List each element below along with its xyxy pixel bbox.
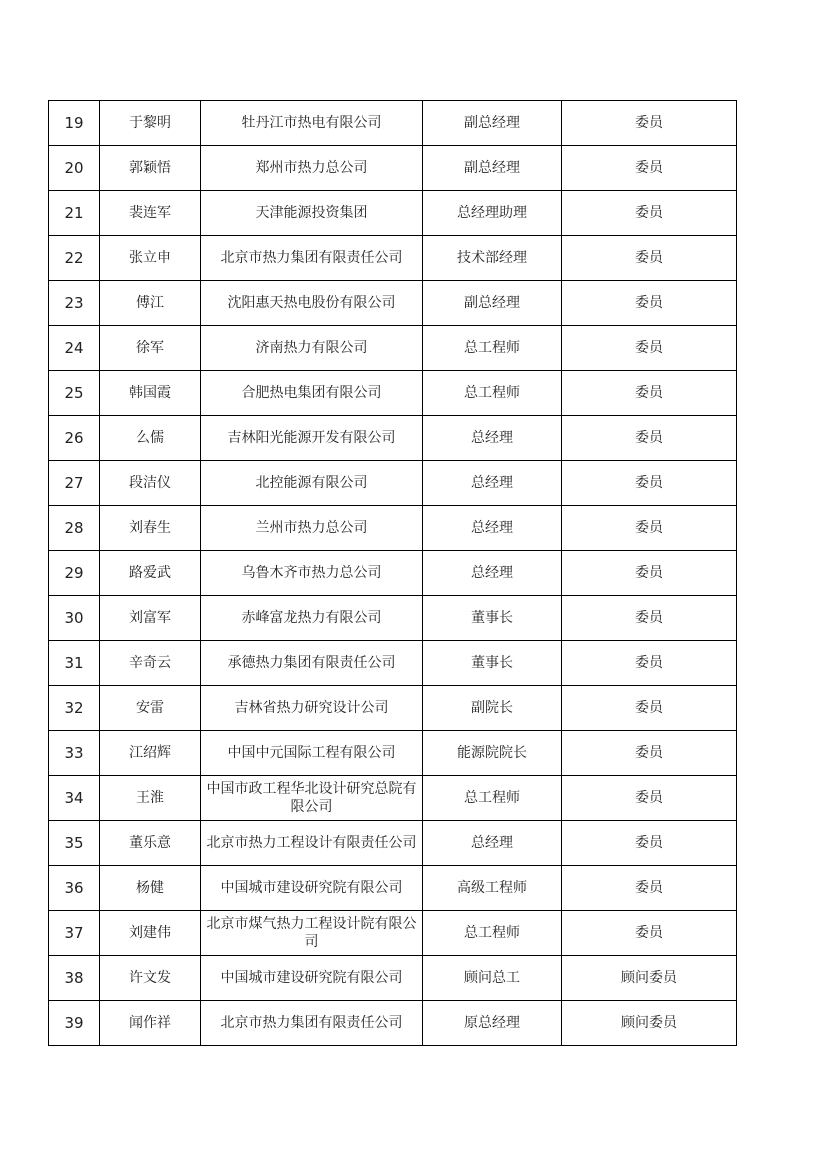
row-number: 37 — [49, 911, 100, 956]
member-position: 能源院院长 — [423, 731, 562, 776]
member-name: 刘富军 — [100, 596, 201, 641]
committee-role: 顾问委员 — [562, 1001, 737, 1046]
row-number: 36 — [49, 866, 100, 911]
member-name: 徐军 — [100, 326, 201, 371]
row-number: 39 — [49, 1001, 100, 1046]
member-organization: 合肥热电集团有限公司 — [201, 371, 423, 416]
table-row — [49, 461, 737, 506]
committee-role: 委员 — [562, 821, 737, 866]
member-name: 刘春生 — [100, 506, 201, 551]
member-position: 总工程师 — [423, 326, 562, 371]
member-position: 副总经理 — [423, 281, 562, 326]
member-position: 总经理助理 — [423, 191, 562, 236]
member-organization: 中国中元国际工程有限公司 — [201, 731, 423, 776]
table-row — [49, 866, 737, 911]
committee-role: 委员 — [562, 776, 737, 821]
committee-role: 委员 — [562, 371, 737, 416]
table-row — [49, 281, 737, 326]
member-organization: 北京市热力工程设计有限责任公司 — [201, 821, 423, 866]
table-row — [49, 731, 737, 776]
member-position: 顾问总工 — [423, 956, 562, 1001]
table-row — [49, 686, 737, 731]
member-organization: 沈阳惠天热电股份有限公司 — [201, 281, 423, 326]
committee-role: 委员 — [562, 686, 737, 731]
member-organization: 吉林省热力研究设计公司 — [201, 686, 423, 731]
member-table — [48, 100, 737, 1046]
member-name: 王淮 — [100, 776, 201, 821]
committee-role: 委员 — [562, 506, 737, 551]
member-organization: 中国城市建设研究院有限公司 — [201, 956, 423, 1001]
member-name: 辛奇云 — [100, 641, 201, 686]
committee-role: 委员 — [562, 101, 737, 146]
table-row — [49, 551, 737, 596]
committee-role: 委员 — [562, 866, 737, 911]
table-row — [49, 821, 737, 866]
member-name: 许文发 — [100, 956, 201, 1001]
member-position: 总经理 — [423, 416, 562, 461]
member-name: 于黎明 — [100, 101, 201, 146]
row-number: 24 — [49, 326, 100, 371]
table-row — [49, 596, 737, 641]
member-position: 总经理 — [423, 506, 562, 551]
member-position: 高级工程师 — [423, 866, 562, 911]
member-organization: 北京市热力集团有限责任公司 — [201, 236, 423, 281]
member-position: 董事长 — [423, 596, 562, 641]
member-position: 总工程师 — [423, 911, 562, 956]
member-organization: 北京市煤气热力工程设计院有限公司 — [201, 911, 423, 956]
committee-role: 委员 — [562, 146, 737, 191]
table-row — [49, 371, 737, 416]
committee-role: 顾问委员 — [562, 956, 737, 1001]
member-position: 副院长 — [423, 686, 562, 731]
member-name: 刘建伟 — [100, 911, 201, 956]
member-organization: 天津能源投资集团 — [201, 191, 423, 236]
committee-role: 委员 — [562, 551, 737, 596]
table-row — [49, 641, 737, 686]
row-number: 28 — [49, 506, 100, 551]
member-name: 么儒 — [100, 416, 201, 461]
member-organization: 中国市政工程华北设计研究总院有限公司 — [201, 776, 423, 821]
row-number: 29 — [49, 551, 100, 596]
committee-role: 委员 — [562, 911, 737, 956]
member-organization: 赤峰富龙热力有限公司 — [201, 596, 423, 641]
member-name: 董乐意 — [100, 821, 201, 866]
table-row — [49, 506, 737, 551]
member-table-body — [49, 101, 737, 1046]
member-organization: 济南热力有限公司 — [201, 326, 423, 371]
member-organization: 北控能源有限公司 — [201, 461, 423, 506]
member-name: 闻作祥 — [100, 1001, 201, 1046]
row-number: 19 — [49, 101, 100, 146]
row-number: 38 — [49, 956, 100, 1001]
committee-role: 委员 — [562, 281, 737, 326]
committee-role: 委员 — [562, 191, 737, 236]
member-position: 副总经理 — [423, 146, 562, 191]
committee-role: 委员 — [562, 416, 737, 461]
member-position: 总经理 — [423, 461, 562, 506]
row-number: 32 — [49, 686, 100, 731]
member-name: 张立申 — [100, 236, 201, 281]
row-number: 35 — [49, 821, 100, 866]
member-name: 江绍辉 — [100, 731, 201, 776]
member-name: 杨健 — [100, 866, 201, 911]
table-row — [49, 236, 737, 281]
member-name: 韩国霞 — [100, 371, 201, 416]
committee-role: 委员 — [562, 731, 737, 776]
member-name: 段洁仪 — [100, 461, 201, 506]
table-row — [49, 776, 737, 821]
member-position: 技术部经理 — [423, 236, 562, 281]
member-organization: 乌鲁木齐市热力总公司 — [201, 551, 423, 596]
member-name: 裴连军 — [100, 191, 201, 236]
member-organization: 郑州市热力总公司 — [201, 146, 423, 191]
row-number: 26 — [49, 416, 100, 461]
member-organization: 承德热力集团有限责任公司 — [201, 641, 423, 686]
table-row — [49, 101, 737, 146]
member-name: 傅江 — [100, 281, 201, 326]
member-organization: 吉林阳光能源开发有限公司 — [201, 416, 423, 461]
committee-role: 委员 — [562, 236, 737, 281]
row-number: 20 — [49, 146, 100, 191]
member-position: 副总经理 — [423, 101, 562, 146]
table-row — [49, 326, 737, 371]
table-row — [49, 1001, 737, 1046]
row-number: 30 — [49, 596, 100, 641]
row-number: 25 — [49, 371, 100, 416]
row-number: 22 — [49, 236, 100, 281]
member-position: 总经理 — [423, 821, 562, 866]
committee-role: 委员 — [562, 326, 737, 371]
row-number: 21 — [49, 191, 100, 236]
member-name: 郭颖悟 — [100, 146, 201, 191]
row-number: 34 — [49, 776, 100, 821]
committee-role: 委员 — [562, 641, 737, 686]
member-position: 原总经理 — [423, 1001, 562, 1046]
member-organization: 北京市热力集团有限责任公司 — [201, 1001, 423, 1046]
committee-role: 委员 — [562, 596, 737, 641]
table-row — [49, 416, 737, 461]
member-organization: 兰州市热力总公司 — [201, 506, 423, 551]
member-position: 董事长 — [423, 641, 562, 686]
table-row — [49, 956, 737, 1001]
table-row — [49, 146, 737, 191]
member-position: 总工程师 — [423, 371, 562, 416]
member-name: 路爱武 — [100, 551, 201, 596]
member-name: 安雷 — [100, 686, 201, 731]
row-number: 33 — [49, 731, 100, 776]
member-organization: 中国城市建设研究院有限公司 — [201, 866, 423, 911]
member-position: 总经理 — [423, 551, 562, 596]
member-organization: 牡丹江市热电有限公司 — [201, 101, 423, 146]
row-number: 27 — [49, 461, 100, 506]
row-number: 23 — [49, 281, 100, 326]
member-position: 总工程师 — [423, 776, 562, 821]
table-row — [49, 911, 737, 956]
row-number: 31 — [49, 641, 100, 686]
committee-role: 委员 — [562, 461, 737, 506]
table-row — [49, 191, 737, 236]
